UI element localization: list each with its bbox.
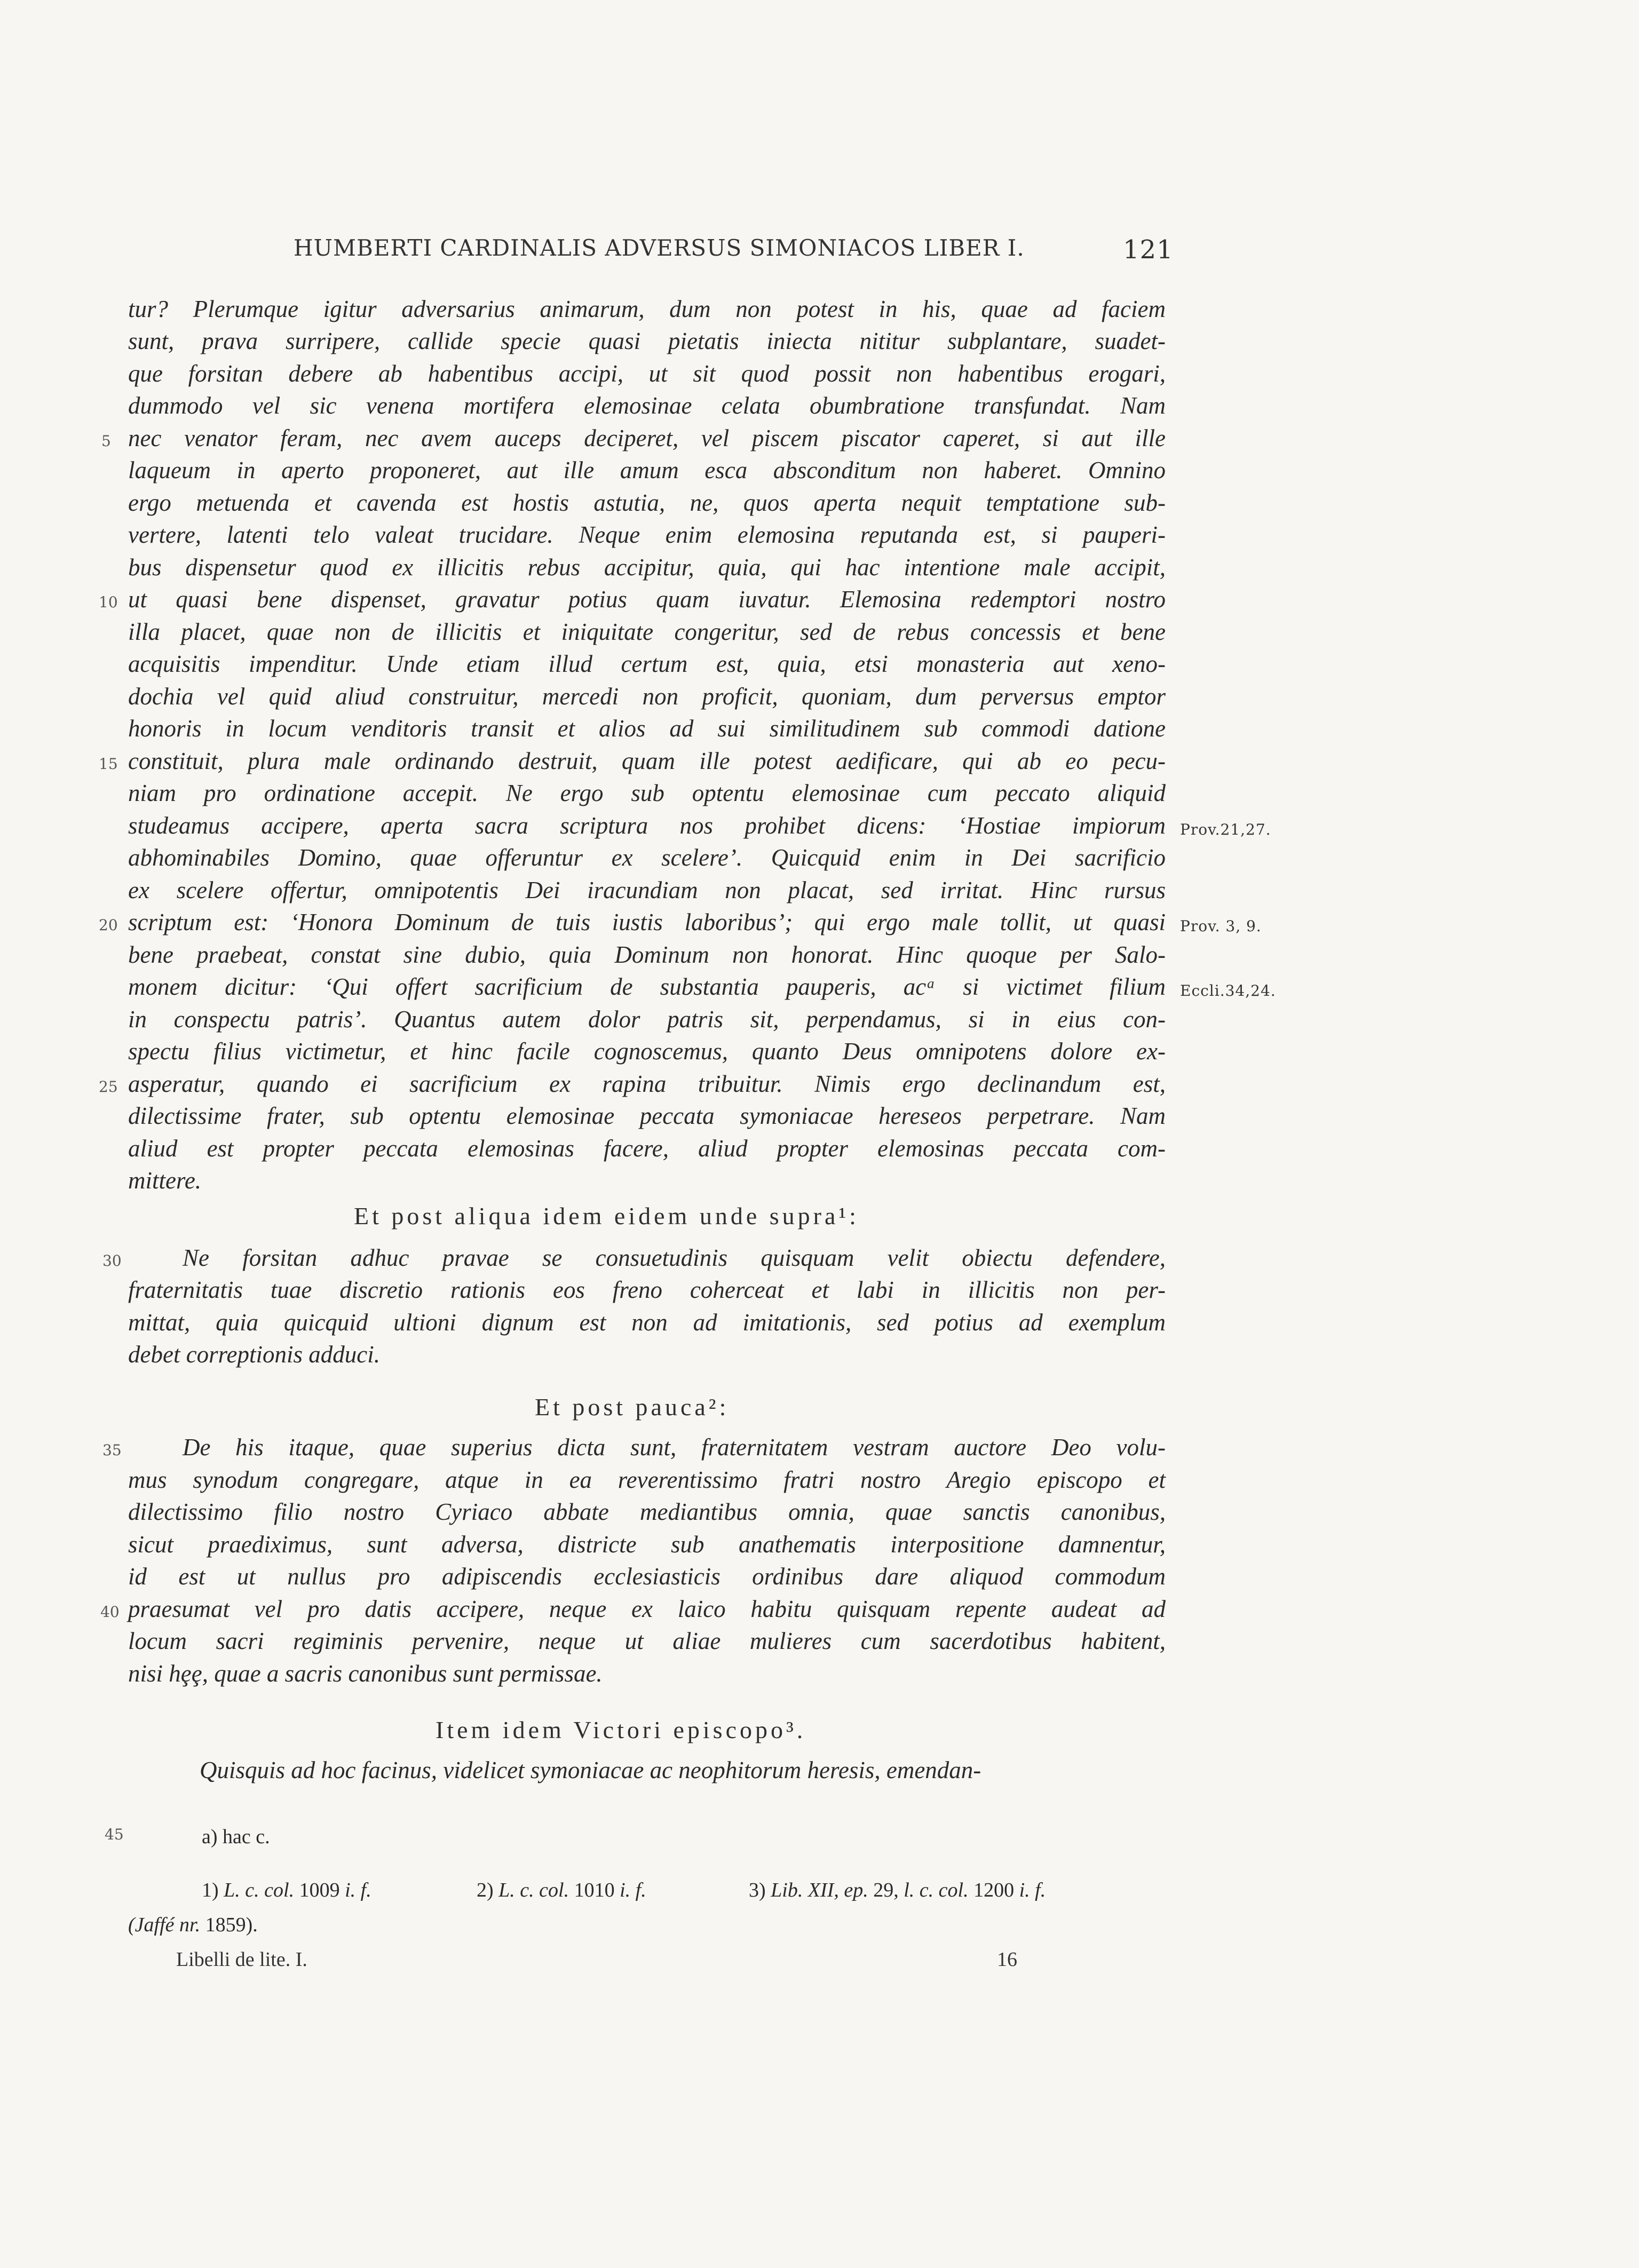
- source-footnote-2: [477, 1878, 646, 1902]
- footnote-ref: l. c. col.: [904, 1879, 969, 1901]
- text-line: mittat, quia quicquid ultioni dignum est non ad imitationis, sed potius ad exemplum: [128, 1309, 1166, 1336]
- text-line: abhominabiles Domino, quae offeruntur ex scelere’. Quicquid enim in Dei sacrificio: [128, 844, 1166, 871]
- text-line: ergo metuenda et cavenda est hostis astutia, ne, quos aperta nequit temptatione sub-: [128, 489, 1166, 516]
- source-footnote-3: [749, 1878, 1046, 1902]
- text-line: Quisquis ad hoc facinus, videlicet symoniacae ac neophitorum heresis, emendan-: [200, 1757, 981, 1783]
- text-line: praesumat vel pro datis accipere, neque ex laico habitu quisquam repente audeat ad: [128, 1596, 1166, 1622]
- footnote-ref: L. c. col.: [498, 1879, 569, 1901]
- text-line: bene praebeat, constat sine dubio, quia Dominum non honorat. Hinc quoque per Salo-: [128, 941, 1166, 968]
- text-line: nec venator feram, nec avem auceps deciperet, vel piscem piscator caperet, si aut ille: [128, 425, 1166, 451]
- text-line: asperatur, quando ei sacrificium ex rapina tribuitur. Nimis ergo declinandum est,: [128, 1070, 1166, 1097]
- line-number: 45: [105, 1826, 124, 1843]
- signature-number: 16: [997, 1948, 1017, 1971]
- line-number: 30: [102, 1252, 122, 1270]
- text-line: ut quasi bene dispenset, gravatur potius quam iuvatur. Elemosina redemptori nostro: [128, 586, 1166, 613]
- text-line: monem dicitur: ‘Qui offert sacrificium de substantia pauperis, acᵃ si victimet filium: [128, 973, 1166, 1000]
- text-line: que forsitan debere ab habentibus accipi, ut sit quod possit non habentibus erogari,: [128, 360, 1166, 387]
- text-line: tur? Plerumque igitur adversarius animarum, dum non potest in his, quae ad faciem: [128, 296, 1166, 322]
- footnote-ref: L. c. col.: [224, 1879, 295, 1901]
- section-heading: Et post aliqua idem eidem unde supra¹:: [354, 1202, 859, 1230]
- footnote-ref: i. f.: [345, 1879, 371, 1901]
- line-number: 15: [99, 755, 118, 773]
- critical-footnote-text: a) hac c.: [202, 1826, 270, 1848]
- text-line: bus dispensetur quod ex illicitis rebus accipitur, quia, qui hac intentione male accipit,: [128, 554, 1166, 581]
- text-line: vertere, latenti telo valeat trucidare. Neque enim elemosina reputanda est, si pauperi-: [128, 521, 1166, 548]
- line-number: 5: [101, 432, 111, 450]
- text-line: debet correptionis adduci.: [128, 1341, 380, 1368]
- text-line: ex scelere offertur, omnipotentis Dei iracundiam non placat, sed irritat. Hinc rursus: [128, 877, 1166, 903]
- footnote-ref: 29,: [873, 1879, 899, 1901]
- footnote-ref: i. f.: [620, 1879, 646, 1901]
- text-line: illa placet, quae non de illicitis et iniquitate congeritur, sed de rebus concessis et bene: [128, 618, 1166, 645]
- text-line: mittere.: [128, 1167, 202, 1194]
- text-line: fraternitatis tuae discretio rationis eos freno coherceat et labi in illicitis non per-: [128, 1276, 1166, 1303]
- running-head-title: HUMBERTI CARDINALIS ADVERSUS SIMONIACOS LIBER I.: [294, 235, 1025, 261]
- footnote-ref: 1859).: [205, 1914, 258, 1936]
- text-line: acquisitis impenditur. Unde etiam illud certum est, quia, etsi monasteria aut xeno-: [128, 651, 1166, 677]
- footnote-ref: (Jaffé nr.: [128, 1914, 201, 1936]
- line-number: 10: [99, 593, 118, 611]
- section-heading: Et post pauca²:: [535, 1393, 730, 1421]
- text-line: mus synodum congregare, atque in ea reverentissimo fratri nostro Aregio episcopo et: [128, 1466, 1166, 1493]
- text-line: honoris in locum venditoris transit et alios ad sui similitudinem sub commodi datione: [128, 715, 1166, 742]
- text-line: sunt, prava surripere, callide specie quasi pietatis iniecta nititur subplantare, suadet-: [128, 328, 1166, 354]
- footnote-marker: 3): [749, 1879, 766, 1901]
- source-footnote-3-cont: [128, 1913, 258, 1937]
- text-line: dummodo vel sic venena mortifera elemosinae celata obumbratione transfundat. Nam: [128, 392, 1166, 419]
- footnote-ref: i. f.: [1019, 1879, 1046, 1901]
- text-line: nisi hȩȩ, quae a sacris canonibus sunt permissae.: [128, 1660, 603, 1687]
- text-line: dilectissime frater, sub optentu elemosinae peccata symoniacae hereseos perpetrare. Nam: [128, 1103, 1166, 1129]
- text-line: id est ut nullus pro adipiscendis ecclesiasticis ordinibus dare aliquod commodum: [128, 1563, 1166, 1590]
- line-number: 40: [100, 1603, 120, 1621]
- text-line: De his itaque, quae superius dicta sunt, fraternitatem vestram auctore Deo volu-: [183, 1434, 1166, 1461]
- text-line: dochia vel quid aliud construitur, mercedi non proficit, quoniam, dum perversus emptor: [128, 683, 1166, 710]
- text-line: Ne forsitan adhuc pravae se consuetudinis quisquam velit obiectu defendere,: [183, 1244, 1166, 1271]
- footnote-ref: Lib. XII, ep.: [771, 1879, 868, 1901]
- text-line: laqueum in aperto proponeret, aut ille amum esca absconditum non haberet. Omnino: [128, 457, 1166, 483]
- text-line: dilectissimo filio nostro Cyriaco abbate mediantibus omnia, quae sanctis canonibus,: [128, 1498, 1166, 1525]
- margin-reference: Prov.21,27.: [1180, 821, 1271, 838]
- text-line: locum sacri regiminis pervenire, neque ut aliae mulieres cum sacerdotibus habitent,: [128, 1628, 1166, 1654]
- text-line: niam pro ordinatione accepit. Ne ergo sub optentu elemosinae cum peccato aliquid: [128, 780, 1166, 806]
- footnote-ref: 1010: [574, 1879, 615, 1901]
- margin-reference: Eccli.34,24.: [1180, 982, 1276, 1000]
- footnote-marker: 1): [202, 1879, 219, 1901]
- margin-reference: Prov. 3, 9.: [1180, 917, 1262, 935]
- page-number: 121: [1123, 235, 1174, 265]
- text-line: scriptum est: ‘Honora Dominum de tuis iustis laboribus’; qui ergo male tollit, ut quasi: [128, 909, 1166, 935]
- source-footnote-1: [202, 1878, 371, 1902]
- text-line: studeamus accipere, aperta sacra scriptura nos prohibet dicens: ‘Hostiae impiorum: [128, 812, 1166, 839]
- footnote-ref: 1009: [299, 1879, 340, 1901]
- text-line: sicut praediximus, sunt adversa, districte sub anathematis interpositione damnentur,: [128, 1531, 1166, 1558]
- text-line: constituit, plura male ordinando destruit, quam ille potest aedificare, qui ab eo pecu-: [128, 748, 1166, 774]
- critical-footnote: [202, 1825, 270, 1849]
- text-line: in conspectu patris’. Quantus autem dolor patris sit, perpendamus, si in eius con-: [128, 1006, 1166, 1033]
- section-heading: Item idem Victori episcopo³.: [436, 1716, 806, 1743]
- footnote-ref: 1200: [973, 1879, 1015, 1901]
- text-line: spectu filius victimetur, et hinc facile cognoscemus, quanto Deus omnipotens dolore ex-: [128, 1038, 1166, 1065]
- signature-mark: Libelli de lite. I.: [176, 1948, 307, 1971]
- footnote-marker: 2): [477, 1879, 494, 1901]
- line-number: 20: [99, 916, 118, 934]
- line-number: 25: [99, 1078, 118, 1096]
- line-number: 35: [102, 1441, 122, 1459]
- text-line: aliud est propter peccata elemosinas facere, aliud propter elemosinas peccata com-: [128, 1135, 1166, 1162]
